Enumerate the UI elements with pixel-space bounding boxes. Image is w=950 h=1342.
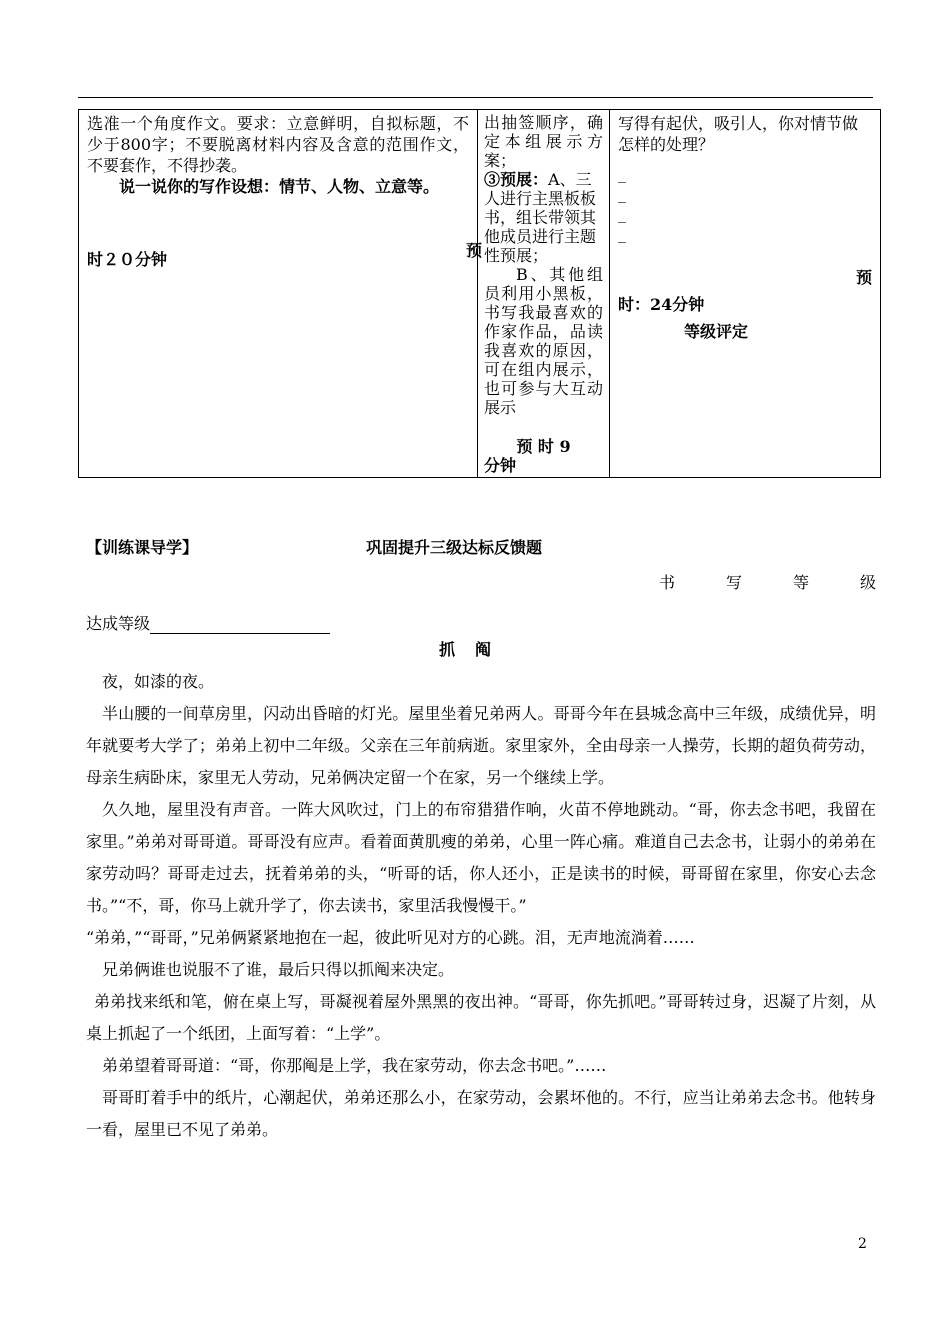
plot-question-cell xyxy=(610,110,881,478)
achievement-label: 达成等级 xyxy=(86,614,151,633)
time-label-a: 预 时 9 xyxy=(516,437,571,456)
grade-char: 书 xyxy=(659,573,676,592)
story-paragraph: 夜，如漆的夜。 xyxy=(102,672,215,691)
story-paragraph: “弟弟，”“哥哥，”兄弟俩紧紧地抱在一起，彼此听见对方的心跳。泪，无声地流淌着…… xyxy=(86,928,695,947)
time-label-b: 分钟 xyxy=(484,456,517,475)
answer-lines xyxy=(618,163,872,243)
grade-char: 等 xyxy=(792,573,809,592)
grade-char: 写 xyxy=(725,573,742,592)
story-paragraph: 兄弟俩谁也说服不了谁，最后只得以抓阄来决定。 xyxy=(102,960,455,979)
preview-mark: 预 xyxy=(466,241,483,260)
preview-step-b: B、其他组员利用小黑板，书写我最喜欢的作家作品，品读我喜欢的原因，可在组内展示，也可参与大互动展示 xyxy=(484,265,603,417)
task-requirements: 选准一个角度作文。要求：立意鲜明，自拟标题，不少于800字；不要脱离材料内容及含意的范围作文，不要套作，不得抄袭。 xyxy=(87,114,469,175)
time-label: 时：24分钟 xyxy=(618,295,705,314)
preview-mark: 预 xyxy=(855,268,872,287)
story-paragraph: 弟弟找来纸和笔，俯在桌上写，哥凝视着屋外黑黑的夜出神。“哥哥，你先抓吧。”哥哥转过身，迟凝了片刻，从桌上抓起了一个纸团，上面写着：“上学”。 xyxy=(86,992,876,1043)
story-title: 抓阄 xyxy=(438,640,511,659)
writing-prompt: 说一说你的写作设想：情节、人物、立意等。 xyxy=(119,177,440,196)
achievement-grade xyxy=(86,611,330,634)
story-paragraph: 哥哥盯着手中的纸片，心潮起伏，弟弟还那么小，在家劳动，会累坏他的。不行，应当让弟弟去念书。他转身一看，屋里已不见了弟弟。 xyxy=(86,1088,876,1139)
header-rule xyxy=(78,97,873,98)
answer-line: _ xyxy=(618,204,626,223)
page-number: 2 xyxy=(858,1236,867,1252)
story-paragraph: 久久地，屋里没有声音。一阵大风吹过，门上的布帘猎猎作响，火苗不停地跳动。“哥，你去念书吧，我留在家里。”弟弟对哥哥道。哥哥没有应声。看着面黄肌瘦的弟弟，心里一阵心痛。难道自己去念书，让弱小的弟弟在家劳动吗？哥哥走过去，抚着弟弟的头，“听哥的话，你人还小，正是读书的时候，哥哥留在家里，你安心去念书。”“不，哥，你马上就升学了，你去读书，家里活我慢慢干。” xyxy=(86,800,876,915)
answer-line: _ xyxy=(618,164,626,183)
table-row xyxy=(79,110,881,478)
preview-heading: ③预展： xyxy=(484,170,549,189)
answer-line: _ xyxy=(618,224,626,243)
section-title: 巩固提升三级达标反馈题 xyxy=(366,538,543,557)
grade-char: 级 xyxy=(859,573,876,592)
story-paragraph: 弟弟望着哥哥道：“哥，你那阄是上学，我在家劳动，你去念书吧。”…… xyxy=(102,1056,607,1075)
story-paragraph: 半山腰的一间草房里，闪动出昏暗的灯光。屋里坐着兄弟两人。哥哥今年在县城念高中三年级，成绩优异，明年就要考大学了；弟弟上初中二年级。父亲在三年前病逝。家里家外，全由母亲一人操劳，长期的超负荷劳动，母亲生病卧床，家里无人劳动，兄弟俩决定留一个在家，另一个继续上学。 xyxy=(86,704,876,787)
answer-line: _ xyxy=(618,184,626,203)
story-body xyxy=(86,666,876,1146)
writing-grade-row xyxy=(86,570,876,593)
grade-rating: 等级评定 xyxy=(684,322,749,341)
time-label: 时２０分钟 xyxy=(87,250,168,269)
preview-step-a: A、三人进行主黑板板书，组长带领其他成员进行主题性预展； xyxy=(484,170,597,265)
writing-task-cell xyxy=(79,110,478,478)
presentation-cell xyxy=(466,110,610,478)
plot-question: 写得有起伏，吸引人，你对情节做怎样的处理？ xyxy=(618,114,859,154)
grade-blank[interactable] xyxy=(150,615,330,634)
section-label: 【训练课导学】 xyxy=(86,538,199,557)
draw-order-text: 出抽签顺序，确定本组展示方案； xyxy=(484,113,603,170)
lesson-table xyxy=(78,109,881,478)
